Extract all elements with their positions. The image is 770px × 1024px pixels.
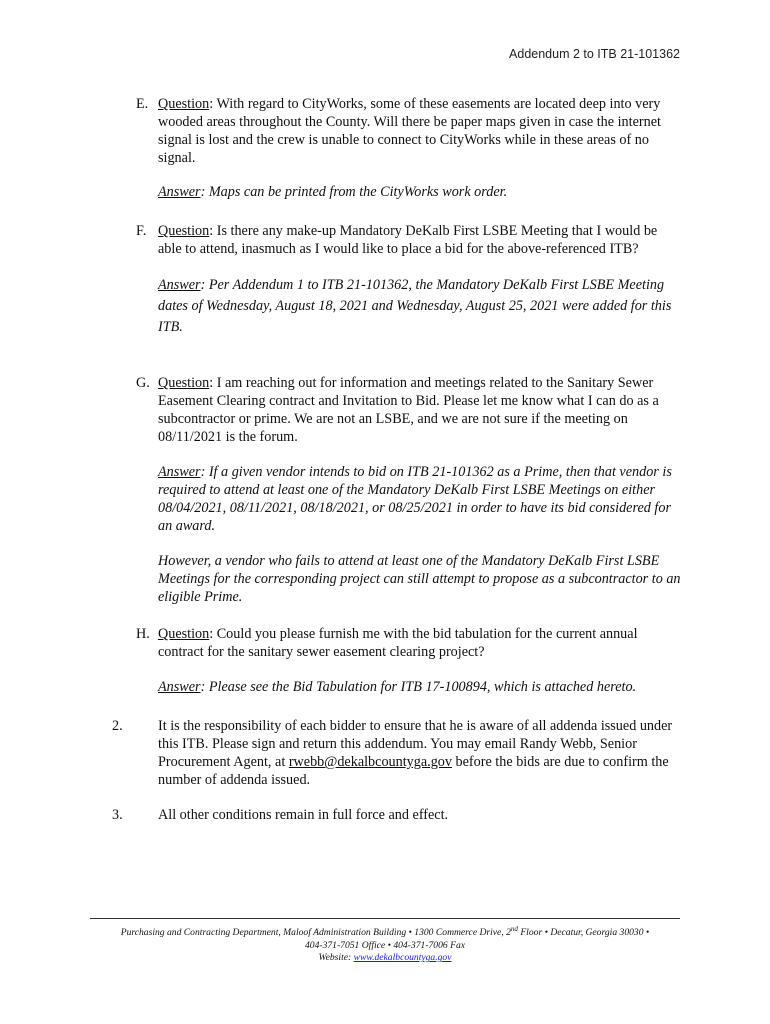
numbered-item-2 xyxy=(112,717,682,789)
footer-website xyxy=(90,952,680,965)
qa-item-f xyxy=(136,222,682,338)
item-letter: F. xyxy=(136,223,147,239)
answer-label: Answer xyxy=(158,184,201,200)
item-letter: E. xyxy=(136,96,149,112)
answer xyxy=(158,463,682,535)
item-letter: H. xyxy=(136,626,150,642)
text-before-email: It is the responsibility of each bidder to ensure that he is aware of all addenda issued under this ITB. Please sign and return this addendum. You may email Randy Webb, Senior Procurement Agent, at xyxy=(158,718,673,770)
answer-text: : If a given vendor intends to bid on ITB 21-101362 as a Prime, then that vendor is required to attend at least one of the Mandatory DeKalb First LSBE Meetings on either 08/04/2021, 08/11/2021, 08/18/2021, or 08/25/2021 in order to have its bid considered for an award. xyxy=(158,464,672,534)
answer-label: Answer xyxy=(158,464,201,480)
qa-item-g xyxy=(136,374,682,606)
answer xyxy=(158,183,682,201)
answer-text: : Per Addendum 1 to ITB 21-101362, the Mandatory DeKalb First LSBE Meeting dates of Wednesday, August 18, 2021 and Wednesday, August 25, 2021 were added for this ITB. xyxy=(158,277,672,335)
qa-item-e xyxy=(136,95,682,201)
footer-address-end: Floor • Decatur, Georgia 30030 • xyxy=(517,927,650,939)
question-label: Question xyxy=(158,626,210,642)
answer xyxy=(158,678,682,696)
answer-label: Answer xyxy=(158,679,201,695)
item-number: 2. xyxy=(112,718,123,734)
answer-continuation: However, a vendor who fails to attend at least one of the Mandatory DeKalb First LSBE Meetings for the corresponding project can still attempt to propose as a subcontractor to an eligible Prime. xyxy=(158,553,681,605)
item-text xyxy=(158,717,682,789)
question xyxy=(158,95,682,167)
email-link[interactable]: rwebb@dekalbcountyga.gov xyxy=(288,754,452,770)
answer xyxy=(158,275,682,338)
item-number: 3. xyxy=(112,807,123,823)
answer-label: Answer xyxy=(158,277,201,293)
question-text: : With regard to CityWorks, some of these easements are located deep into very wooded areas throughout the County. Will there be paper maps given in case the internet signal is lost and the crew is unable to connect to CityWorks while in these areas of no signal. xyxy=(158,96,661,166)
item-letter: G. xyxy=(136,375,150,391)
item-text: All other conditions remain in full force and effect. xyxy=(158,807,449,823)
question-text: : Could you please furnish me with the bid tabulation for the current annual contract for the sanitary sewer easement clearing project? xyxy=(158,626,638,660)
footer-phone: 404-371-7051 Office • 404-371-7006 Fax xyxy=(304,939,466,951)
footer-address-text: Purchasing and Contracting Department, Maloof Administration Building • 1300 Commerce Drive, 2 xyxy=(120,927,511,939)
question-label: Question xyxy=(158,96,210,112)
question xyxy=(158,374,682,446)
answer-text: : Maps can be printed from the CityWorks work order. xyxy=(200,184,508,200)
qa-item-h xyxy=(136,625,682,696)
answer-text: : Please see the Bid Tabulation for ITB 17-100894, which is attached hereto. xyxy=(200,679,637,695)
page-header: Addendum 2 to ITB 21-101362 xyxy=(509,47,680,61)
numbered-item-3 xyxy=(112,806,682,824)
page-footer xyxy=(90,918,680,965)
footer-sup: nd xyxy=(510,925,518,933)
question xyxy=(158,222,682,258)
question xyxy=(158,625,682,661)
website-link[interactable]: www.dekalbcountyga.gov xyxy=(353,952,452,964)
question-label: Question xyxy=(158,223,210,239)
text-after-email: before the bids are due to confirm the number of addenda issued. xyxy=(158,754,669,788)
website-label: Website: xyxy=(318,952,354,964)
footer-address xyxy=(90,923,680,940)
question-label: Question xyxy=(158,375,210,391)
question-text: : Is there any make-up Mandatory DeKalb First LSBE Meeting that I would be able to attend, inasmuch as I would like to place a bid for the above-referenced ITB? xyxy=(158,223,658,257)
question-text: : I am reaching out for information and meetings related to the Sanitary Sewer Easement Clearing contract and Invitation to Bid. Please let me know what I can do as a subcontractor or prime. We are not an LSBE, and we are not sure if the meeting on 08/11/2021 is the forum. xyxy=(158,375,659,445)
